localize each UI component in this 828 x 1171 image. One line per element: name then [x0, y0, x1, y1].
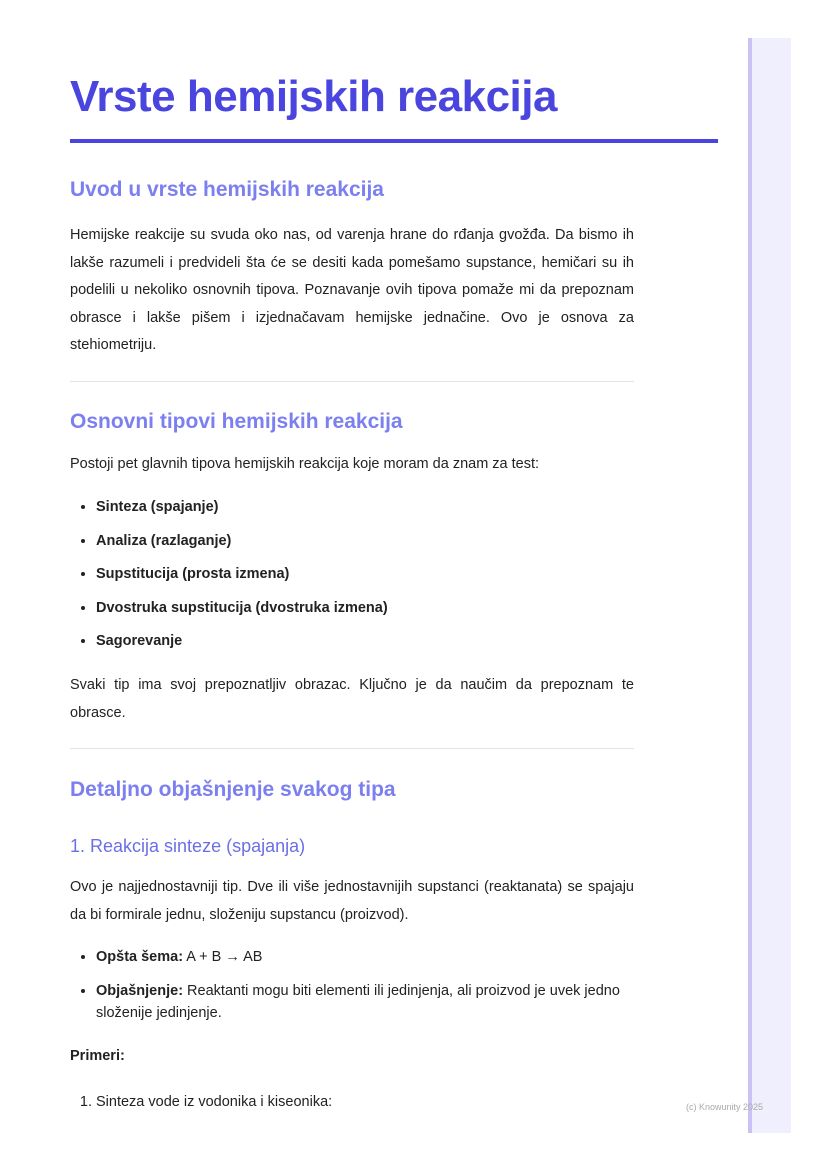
sidebar-panel — [748, 38, 791, 1133]
list-item: • Sagorevanje — [96, 630, 660, 652]
list-item: 1. Sinteza vode iz vodonika i kiseonika: — [96, 1094, 660, 1110]
list-item: • Sinteza (spajanje) — [96, 496, 660, 518]
examples-label: Primeri: — [70, 1048, 125, 1064]
subheading-synthesis: 1. Reakcija sinteze (spajanja) — [70, 836, 306, 856]
synthesis-bullets — [70, 946, 660, 1035]
divider — [70, 381, 634, 382]
section-heading-intro: Uvod u vrste hemijskih reakcija — [70, 178, 384, 201]
synthesis-paragraph: Ovo je najjednostavniji tip. Dve ili više jednostavnijih supstanci (reaktanata) se spajaju da bi formirale jednu, složeniju supstancu (proizvod). — [70, 879, 634, 923]
types-intro: Postoji pet glavnih tipova hemijskih reakcija koje moram da znam za test: — [70, 456, 540, 472]
section-heading-details: Detaljno objašnjenje svakog tipa — [70, 778, 396, 801]
types-outro: Svaki tip ima svoj prepoznatljiv obrazac. Ključno je da naučim da prepoznam te obrasce. — [70, 677, 634, 721]
section-heading-types: Osnovni tipovi hemijskih reakcija — [70, 410, 403, 433]
footer-copyright: (c) Knowunity 2025 — [686, 1102, 764, 1112]
list-item: • Supstitucija (prosta izmena) — [96, 563, 660, 585]
page-title: Vrste hemijskih reakcija — [70, 72, 557, 121]
examples-list — [70, 1094, 660, 1110]
list-item: • Analiza (razlaganje) — [96, 530, 660, 552]
list-item: • Objašnjenje: Reaktanti mogu biti elementi ili jedinjenja, ali proizvod je uvek jedno složenije jedinjenje. — [96, 980, 660, 1024]
list-item: • Dvostruka supstitucija (dvostruka izmena) — [96, 597, 660, 619]
divider — [70, 748, 634, 749]
types-list — [70, 496, 660, 664]
intro-paragraph: Hemijske reakcije su svuda oko nas, od varenja hrane do rđanja gvožđa. Da bismo ih lakše razumeli i predvideli šta će se desiti kada pomešamo supstance, hemičari su ih podelili u nekoliko osnovnih tipova. Poznavanje ovih tipova pomaže mi da prepoznam obrasce i lakše pišem i izjednačavam hemijske jednačine. Ovo je osnova za stehiometriju. — [70, 227, 634, 353]
title-underline — [70, 139, 718, 143]
list-item: • Opšta šema: A + B → AB — [96, 946, 660, 968]
